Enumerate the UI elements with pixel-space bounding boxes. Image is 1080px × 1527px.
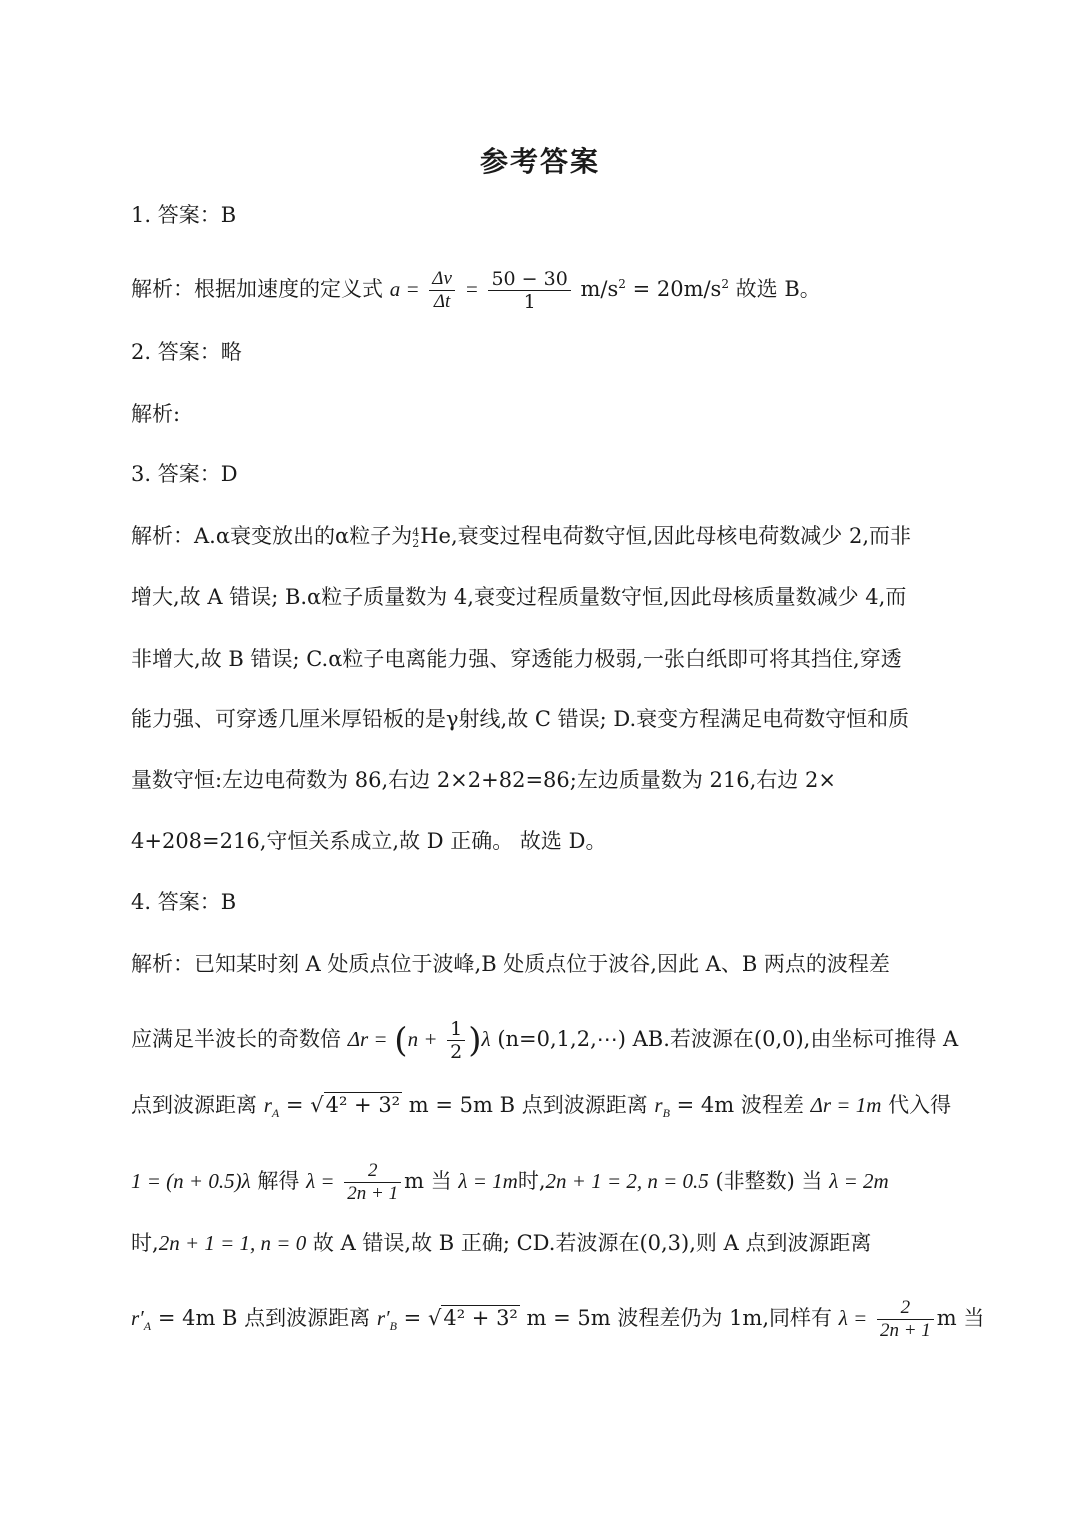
q4-ra-prime-val: = 4m [157, 1306, 216, 1330]
he-symbol: He [420, 524, 451, 548]
q4-analysis-line-3 [131, 1090, 961, 1128]
q4-l5-time: 时, [131, 1231, 159, 1255]
q1-frac1-num: Δv [429, 268, 455, 291]
q4-l4-when: 当 [430, 1169, 452, 1193]
left-paren: ( [394, 1020, 408, 1061]
q4-l6-same: ,同样有 [762, 1306, 833, 1330]
q4-l6-mid: B 点到波源距离 [222, 1306, 371, 1330]
q1-frac1-den: Δt [433, 291, 451, 312]
q4-l4-fraction [344, 1160, 401, 1205]
q3-analysis-line-6: 4+208=216,守恒关系成立,故 D 正确。 故选 D。 [131, 829, 607, 853]
q4-answer: 4. 答案：B [131, 890, 237, 914]
q4-l3-post: 代入得 [888, 1093, 952, 1117]
q1-eq-result-sup: 2 [721, 277, 729, 291]
q4-l6-lambda: λ = [838, 1306, 868, 1330]
q1-analysis-suffix: 故选 B。 [735, 277, 821, 301]
q4-analysis-line-4 [131, 1160, 961, 1205]
q4-l3-pre: 点到波源距离 [131, 1093, 257, 1117]
sqrt-sign: √ [310, 1093, 324, 1117]
q1-eq-unit-sup: 2 [618, 277, 626, 291]
q4-rb-val: = 4m [676, 1093, 735, 1117]
q4-rb-sub: B [662, 1106, 670, 1121]
q4-l4-res1: 2n + 1 = 2, n = 0.5 [545, 1169, 709, 1193]
q4-l6-frac-num: 2 [877, 1297, 934, 1320]
q1-eq-lhs: a = [389, 277, 420, 301]
q4-l4-frac-den: 2n + 1 [347, 1183, 399, 1204]
q4-analysis-line-2 [131, 1018, 961, 1063]
q4-l6-sqrt: 4² + 3² [443, 1306, 518, 1330]
q4-l2-eq-b: n + [407, 1027, 438, 1051]
q3-l1-pre: 解析：A.α衰变放出的α粒子为 [131, 524, 413, 548]
q4-l4-cond2: λ = 2m [829, 1169, 889, 1193]
q4-ra: r [263, 1093, 272, 1117]
q4-l3-dr: Δr = 1m [810, 1093, 882, 1117]
q4-analysis-line-1: 解析：已知某时刻 A 处质点位于波峰,B 处质点位于波谷,因此 A、B 两点的波程差 [131, 952, 890, 976]
q2-analysis: 解析: [131, 402, 181, 426]
q3-analysis-line-2: 增大,故 A 错误; B.α粒子质量数为 4,衰变过程质量数守恒,因此母核质量数减少 4,而 [131, 585, 907, 609]
q4-l6-eq: = [403, 1306, 422, 1330]
q3-analysis-line-5: 量数守恒:左边电荷数为 86,右边 2×2+82=86;左边质量数为 216,右边 2× [131, 768, 836, 792]
q4-rb-prime-sub: B [389, 1319, 397, 1334]
q3-analysis-line-1 [131, 521, 961, 551]
q4-l3-sqrt: 4² + 3² [325, 1093, 401, 1117]
q4-l6-dr: 1m [729, 1306, 763, 1330]
q1-eq-result: = 20m/s [632, 277, 722, 301]
q4-l6-unit: m [936, 1306, 957, 1330]
helium-nuclide-indices [412, 527, 419, 549]
q4-l4-time: 时, [517, 1169, 546, 1193]
he-mass-number: 4 [412, 525, 420, 539]
right-paren: ) [468, 1020, 482, 1061]
q1-answer: 1. 答案：B [131, 203, 237, 227]
q4-l2-post: (n=0,1,2,⋯) AB.若波源在(0,0),由坐标可推得 A [497, 1027, 959, 1051]
q4-l3-mid: B 点到波源距离 [499, 1093, 648, 1117]
q4-rb: r [654, 1093, 663, 1117]
q4-l2-eq-a: Δr = [347, 1027, 388, 1051]
page-title: 参考答案 [479, 145, 600, 178]
q4-l4-note: (非整数) 当 [715, 1169, 823, 1193]
q1-frac2-num: 50 − 30 [488, 268, 570, 291]
q4-analysis-line-6 [131, 1297, 985, 1342]
q2-answer: 2. 答案：略 [131, 340, 242, 364]
q4-l5-res: 2n + 1 = 1, n = 0 [158, 1231, 307, 1255]
q4-l4-cond1: λ = 1m [458, 1169, 518, 1193]
q3-analysis-line-4: 能力强、可穿透几厘米厚铅板的是γ射线,故 C 错误; D.衰变方程满足电荷数守恒和质 [131, 707, 910, 731]
q1-frac2-den: 1 [523, 291, 536, 313]
q3-answer: 3. 答案：D [131, 462, 238, 486]
q1-eq-mid: = [464, 277, 479, 301]
q4-l3-eq: = [285, 1093, 304, 1117]
q4-l6-frac-den: 2n + 1 [879, 1320, 931, 1341]
sqrt-sign-2: √ [427, 1306, 442, 1330]
q4-l4-lambda: λ = [306, 1169, 335, 1193]
q4-ra-sub: A [271, 1106, 280, 1121]
q4-l6-diff: 波程差仍为 [617, 1306, 723, 1330]
q4-half-num: 1 [447, 1018, 465, 1041]
q4-half-den: 2 [450, 1041, 463, 1063]
q4-l3-diff: 波程差 [740, 1093, 804, 1117]
q4-half-fraction [447, 1018, 465, 1063]
q4-l6-fraction [877, 1297, 934, 1342]
q3-l1-post: ,衰变过程电荷数守恒,因此母核电荷数减少 2,而非 [450, 524, 912, 548]
q4-ra-prime: r′ [131, 1306, 144, 1330]
q4-l2-pre: 应满足半波长的奇数倍 [131, 1027, 341, 1051]
q1-frac-values [488, 268, 570, 313]
q4-l5-post: 故 A 错误,故 B 正确; CD.若波源在(0,3),则 A 点到波源距离 [312, 1231, 872, 1255]
q4-l4-unit: m [404, 1169, 425, 1193]
q4-ra-prime-sub: A [143, 1319, 152, 1334]
q4-l4-eq: 1 = (n + 0.5)λ [131, 1169, 251, 1193]
q4-analysis-line-5 [131, 1228, 961, 1258]
q4-l4-frac-num: 2 [344, 1160, 401, 1183]
q4-l2-lambda: λ [481, 1027, 491, 1051]
q4-l6-eq2: m = 5m [526, 1306, 611, 1330]
q1-frac-definition [429, 268, 455, 313]
q1-analysis [131, 268, 961, 313]
q4-l4-solve: 解得 [257, 1169, 300, 1193]
q1-eq-unit: m/s [580, 277, 619, 301]
he-charge-number: 2 [412, 536, 420, 550]
q4-l6-post: 当 [963, 1306, 985, 1330]
q4-rb-prime: r′ [376, 1306, 390, 1330]
q1-analysis-prefix: 解析：根据加速度的定义式 [131, 277, 383, 301]
q4-l3-eq2: m = 5m [408, 1093, 493, 1117]
q3-analysis-line-3: 非增大,故 B 错误; C.α粒子电离能力强、穿透能力极弱,一张白纸即可将其挡住,穿透 [131, 647, 902, 671]
